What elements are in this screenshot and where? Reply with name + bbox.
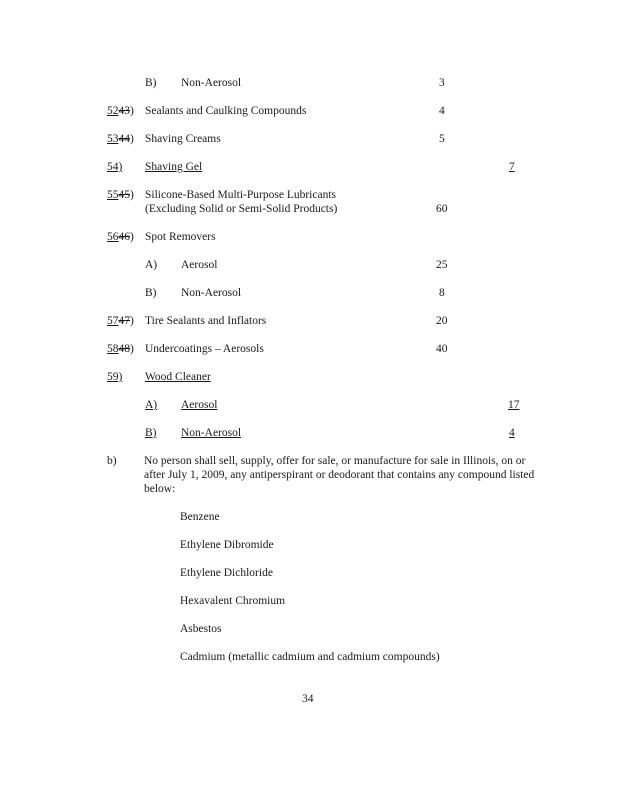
- section-label: b): [107, 455, 117, 467]
- compound-item: Benzene: [180, 511, 220, 523]
- compound-item: Hexavalent Chromium: [180, 595, 286, 607]
- item-number: 5344): [107, 133, 134, 145]
- item-number: 5848): [107, 343, 134, 355]
- product-category-name: Sealants and Caulking Compounds: [145, 105, 307, 117]
- page-number: 34: [302, 693, 314, 705]
- item-number-new: 56: [107, 231, 119, 243]
- item-number-deleted: 46: [118, 231, 130, 243]
- item-number-deleted: 43: [118, 105, 130, 117]
- item-number-new: 54): [107, 161, 123, 173]
- product-category-name: Aerosol: [181, 259, 218, 271]
- compound-item: Asbestos: [180, 623, 222, 635]
- product-category-name: Shaving Creams: [145, 133, 221, 145]
- sub-item-label: A): [145, 259, 158, 271]
- item-number-deleted: 47: [118, 315, 130, 327]
- voc-limit-value: 7: [509, 161, 515, 173]
- product-category-name: Non-Aerosol: [181, 287, 242, 299]
- section-paragraph: No person shall sell, supply, offer for sale, or manufacture for sale in Illinois, on or after July 1, 2009, any antiperspirant or deodorant that contains any compound listed below:: [144, 455, 535, 495]
- product-category-name: Aerosol: [181, 399, 218, 411]
- item-number: 5646): [107, 231, 134, 243]
- sub-item-label: A): [145, 399, 158, 411]
- product-category-name: Tire Sealants and Inflators: [145, 315, 267, 327]
- item-number-deleted: 48: [118, 343, 130, 355]
- sub-item-label: B): [145, 287, 157, 299]
- voc-limit-value: 25: [436, 259, 448, 271]
- voc-limit-value: 40: [436, 343, 448, 355]
- product-category-name-line1: Silicone-Based Multi-Purpose Lubricants: [145, 189, 336, 201]
- voc-limit-value: 4: [439, 105, 445, 117]
- sub-item-label: B): [145, 427, 157, 439]
- product-category-name-line2: (Excluding Solid or Semi-Solid Products): [145, 203, 338, 215]
- item-number-deleted: 44: [118, 133, 130, 145]
- product-category-name: Non-Aerosol: [181, 427, 242, 439]
- product-category-name: Wood Cleaner: [145, 371, 211, 383]
- item-number: 5545): [107, 189, 134, 201]
- product-category-name: Shaving Gel: [145, 161, 203, 173]
- item-number-new: 58: [107, 343, 119, 355]
- voc-limit-value: 20: [436, 315, 448, 327]
- compound-item: Ethylene Dichloride: [180, 567, 273, 579]
- voc-limit-value: 8: [439, 287, 445, 299]
- item-number: 5243): [107, 105, 134, 117]
- voc-limit-value: 5: [439, 133, 445, 145]
- product-category-name: Spot Removers: [145, 231, 216, 243]
- product-category-name: Non-Aerosol: [181, 77, 242, 89]
- voc-limit-value: 60: [436, 203, 448, 215]
- item-number: 5747): [107, 315, 134, 327]
- voc-limit-value: 17: [508, 399, 520, 411]
- item-number-deleted: 45: [118, 189, 130, 201]
- voc-limit-value: 4: [509, 427, 515, 439]
- compound-item: Cadmium (metallic cadmium and cadmium compounds): [180, 651, 440, 663]
- item-number-new: 57: [107, 315, 119, 327]
- item-number-new: 59): [107, 371, 123, 383]
- sub-item-label: B): [145, 77, 157, 89]
- compound-item: Ethylene Dibromide: [180, 539, 274, 551]
- voc-limit-value: 3: [439, 77, 445, 89]
- item-number-new: 53: [107, 133, 119, 145]
- product-category-name: Undercoatings – Aerosols: [145, 343, 264, 355]
- item-number-new: 52: [107, 105, 119, 117]
- item-number-new: 55: [107, 189, 119, 201]
